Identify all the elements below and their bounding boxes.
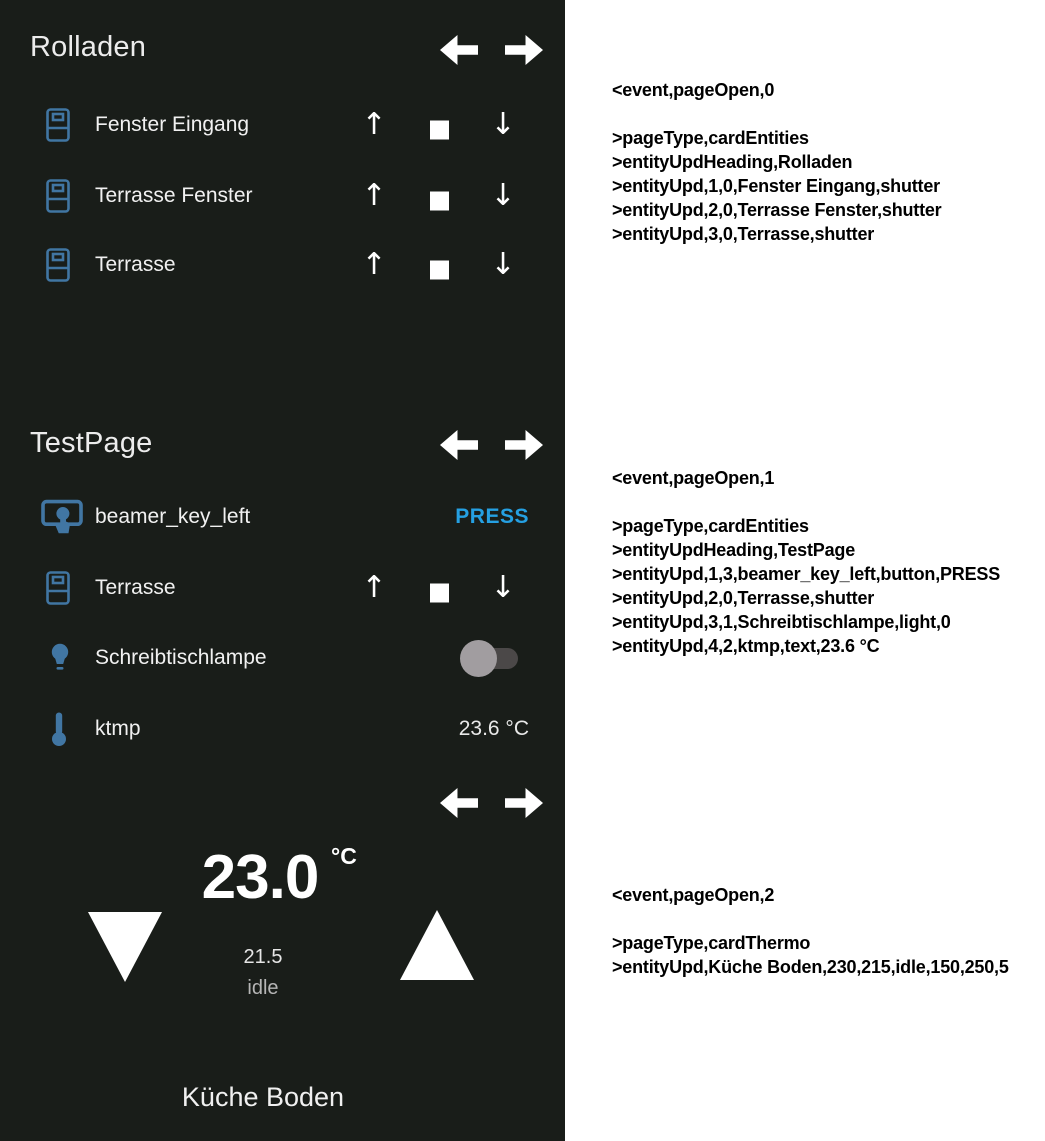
shutter-down-button[interactable]: ↓: [490, 178, 516, 213]
page-prev-arrow-icon[interactable]: [440, 35, 478, 65]
entity-name: Fenster Eingang: [95, 113, 250, 136]
annotation-line: <event,pageOpen,1: [612, 468, 775, 488]
sensor-value: 23.6 °C: [458, 717, 529, 740]
annotation-line: >entityUpd,2,0,Terrasse Fenster,shutter: [612, 200, 942, 220]
current-temperature: 23.0: [201, 843, 319, 912]
card-title-rolladen: Rolladen: [30, 31, 147, 63]
entity-row: [0, 174, 565, 218]
entity-row: [0, 243, 565, 287]
shutter-stop-button[interactable]: [419, 256, 459, 275]
shutter-down-button[interactable]: ↓: [490, 247, 516, 282]
temperature-unit: °C: [331, 843, 357, 869]
stop-square-icon: [430, 261, 449, 280]
annotation-line: >entityUpd,3,0,Terrasse,shutter: [612, 224, 875, 244]
shutter-stop-button[interactable]: [419, 116, 459, 135]
annotation-line: <event,pageOpen,0: [612, 80, 775, 100]
shutter-up-button[interactable]: ↑: [361, 247, 387, 282]
annotation-line: >entityUpd,1,0,Fenster Eingang,shutter: [612, 176, 940, 196]
shutter-up-button[interactable]: ↑: [361, 107, 387, 142]
annotation-block-page1: [612, 466, 1000, 658]
annotation-line: >entityUpd,4,2,ktmp,text,23.6 °C: [612, 636, 880, 656]
annotation-block-page0: [612, 78, 942, 246]
annotation-line: >entityUpd,Küche Boden,230,215,idle,150,250,5: [612, 957, 1009, 977]
shutter-down-button[interactable]: ↓: [490, 570, 516, 605]
hvac-state: idle: [247, 977, 279, 999]
entity-row: [0, 495, 565, 539]
setpoint-increase-button[interactable]: [400, 910, 474, 980]
entity-name: Terrasse: [95, 576, 176, 599]
page-next-arrow-icon[interactable]: [505, 788, 543, 818]
annotation-spacer: [612, 102, 942, 126]
press-button[interactable]: PRESS: [455, 505, 529, 528]
shutter-up-button[interactable]: ↑: [361, 570, 387, 605]
entity-name: Terrasse Fenster: [95, 184, 253, 207]
entity-name: Schreibtischlampe: [95, 646, 267, 669]
stop-square-icon: [430, 584, 449, 603]
page-prev-arrow-icon[interactable]: [440, 788, 478, 818]
annotation-line: >entityUpdHeading,TestPage: [612, 540, 856, 560]
light-toggle-switch[interactable]: [460, 639, 518, 677]
entity-row: [0, 566, 565, 610]
toggle-knob: [460, 640, 497, 677]
page-prev-arrow-icon[interactable]: [440, 430, 478, 460]
annotation-line: <event,pageOpen,2: [612, 885, 775, 905]
annotation-line: >pageType,cardEntities: [612, 128, 809, 148]
page-next-arrow-icon[interactable]: [505, 35, 543, 65]
thermometer-icon: [50, 711, 68, 747]
shutter-icon: [46, 571, 70, 605]
annotation-line: >pageType,cardThermo: [612, 933, 811, 953]
entity-row: [0, 636, 565, 680]
entity-name: ktmp: [95, 717, 141, 740]
annotation-line: >entityUpd,1,3,beamer_key_left,button,PRESS: [612, 564, 1001, 584]
annotation-spacer: [612, 490, 1000, 514]
lightbulb-icon: [47, 642, 73, 674]
annotation-line: >entityUpd,3,1,Schreibtischlampe,light,0: [612, 612, 951, 632]
annotation-line: >entityUpdHeading,Rolladen: [612, 152, 853, 172]
shutter-up-button[interactable]: ↑: [361, 178, 387, 213]
page-next-arrow-icon[interactable]: [505, 430, 543, 460]
shutter-stop-button[interactable]: [419, 187, 459, 206]
gesture-tap-button-icon: [40, 498, 84, 536]
shutter-icon: [46, 108, 70, 142]
annotation-line: >pageType,cardEntities: [612, 516, 809, 536]
shutter-down-button[interactable]: ↓: [490, 107, 516, 142]
entity-row: [0, 103, 565, 147]
shutter-icon: [46, 248, 70, 282]
stop-square-icon: [430, 121, 449, 140]
card-title-testpage: TestPage: [30, 427, 153, 459]
entity-name: Terrasse: [95, 253, 176, 276]
entity-row: [0, 707, 565, 751]
stop-square-icon: [430, 192, 449, 211]
annotation-spacer: [612, 907, 1009, 931]
annotation-line: >entityUpd,2,0,Terrasse,shutter: [612, 588, 875, 608]
annotation-block-page2: [612, 883, 1009, 979]
shutter-stop-button[interactable]: [419, 579, 459, 598]
setpoint-temperature: 21.5: [243, 946, 283, 968]
shutter-icon: [46, 179, 70, 213]
thermostat-name: Küche Boden: [181, 1082, 345, 1112]
entity-name: beamer_key_left: [95, 505, 251, 528]
